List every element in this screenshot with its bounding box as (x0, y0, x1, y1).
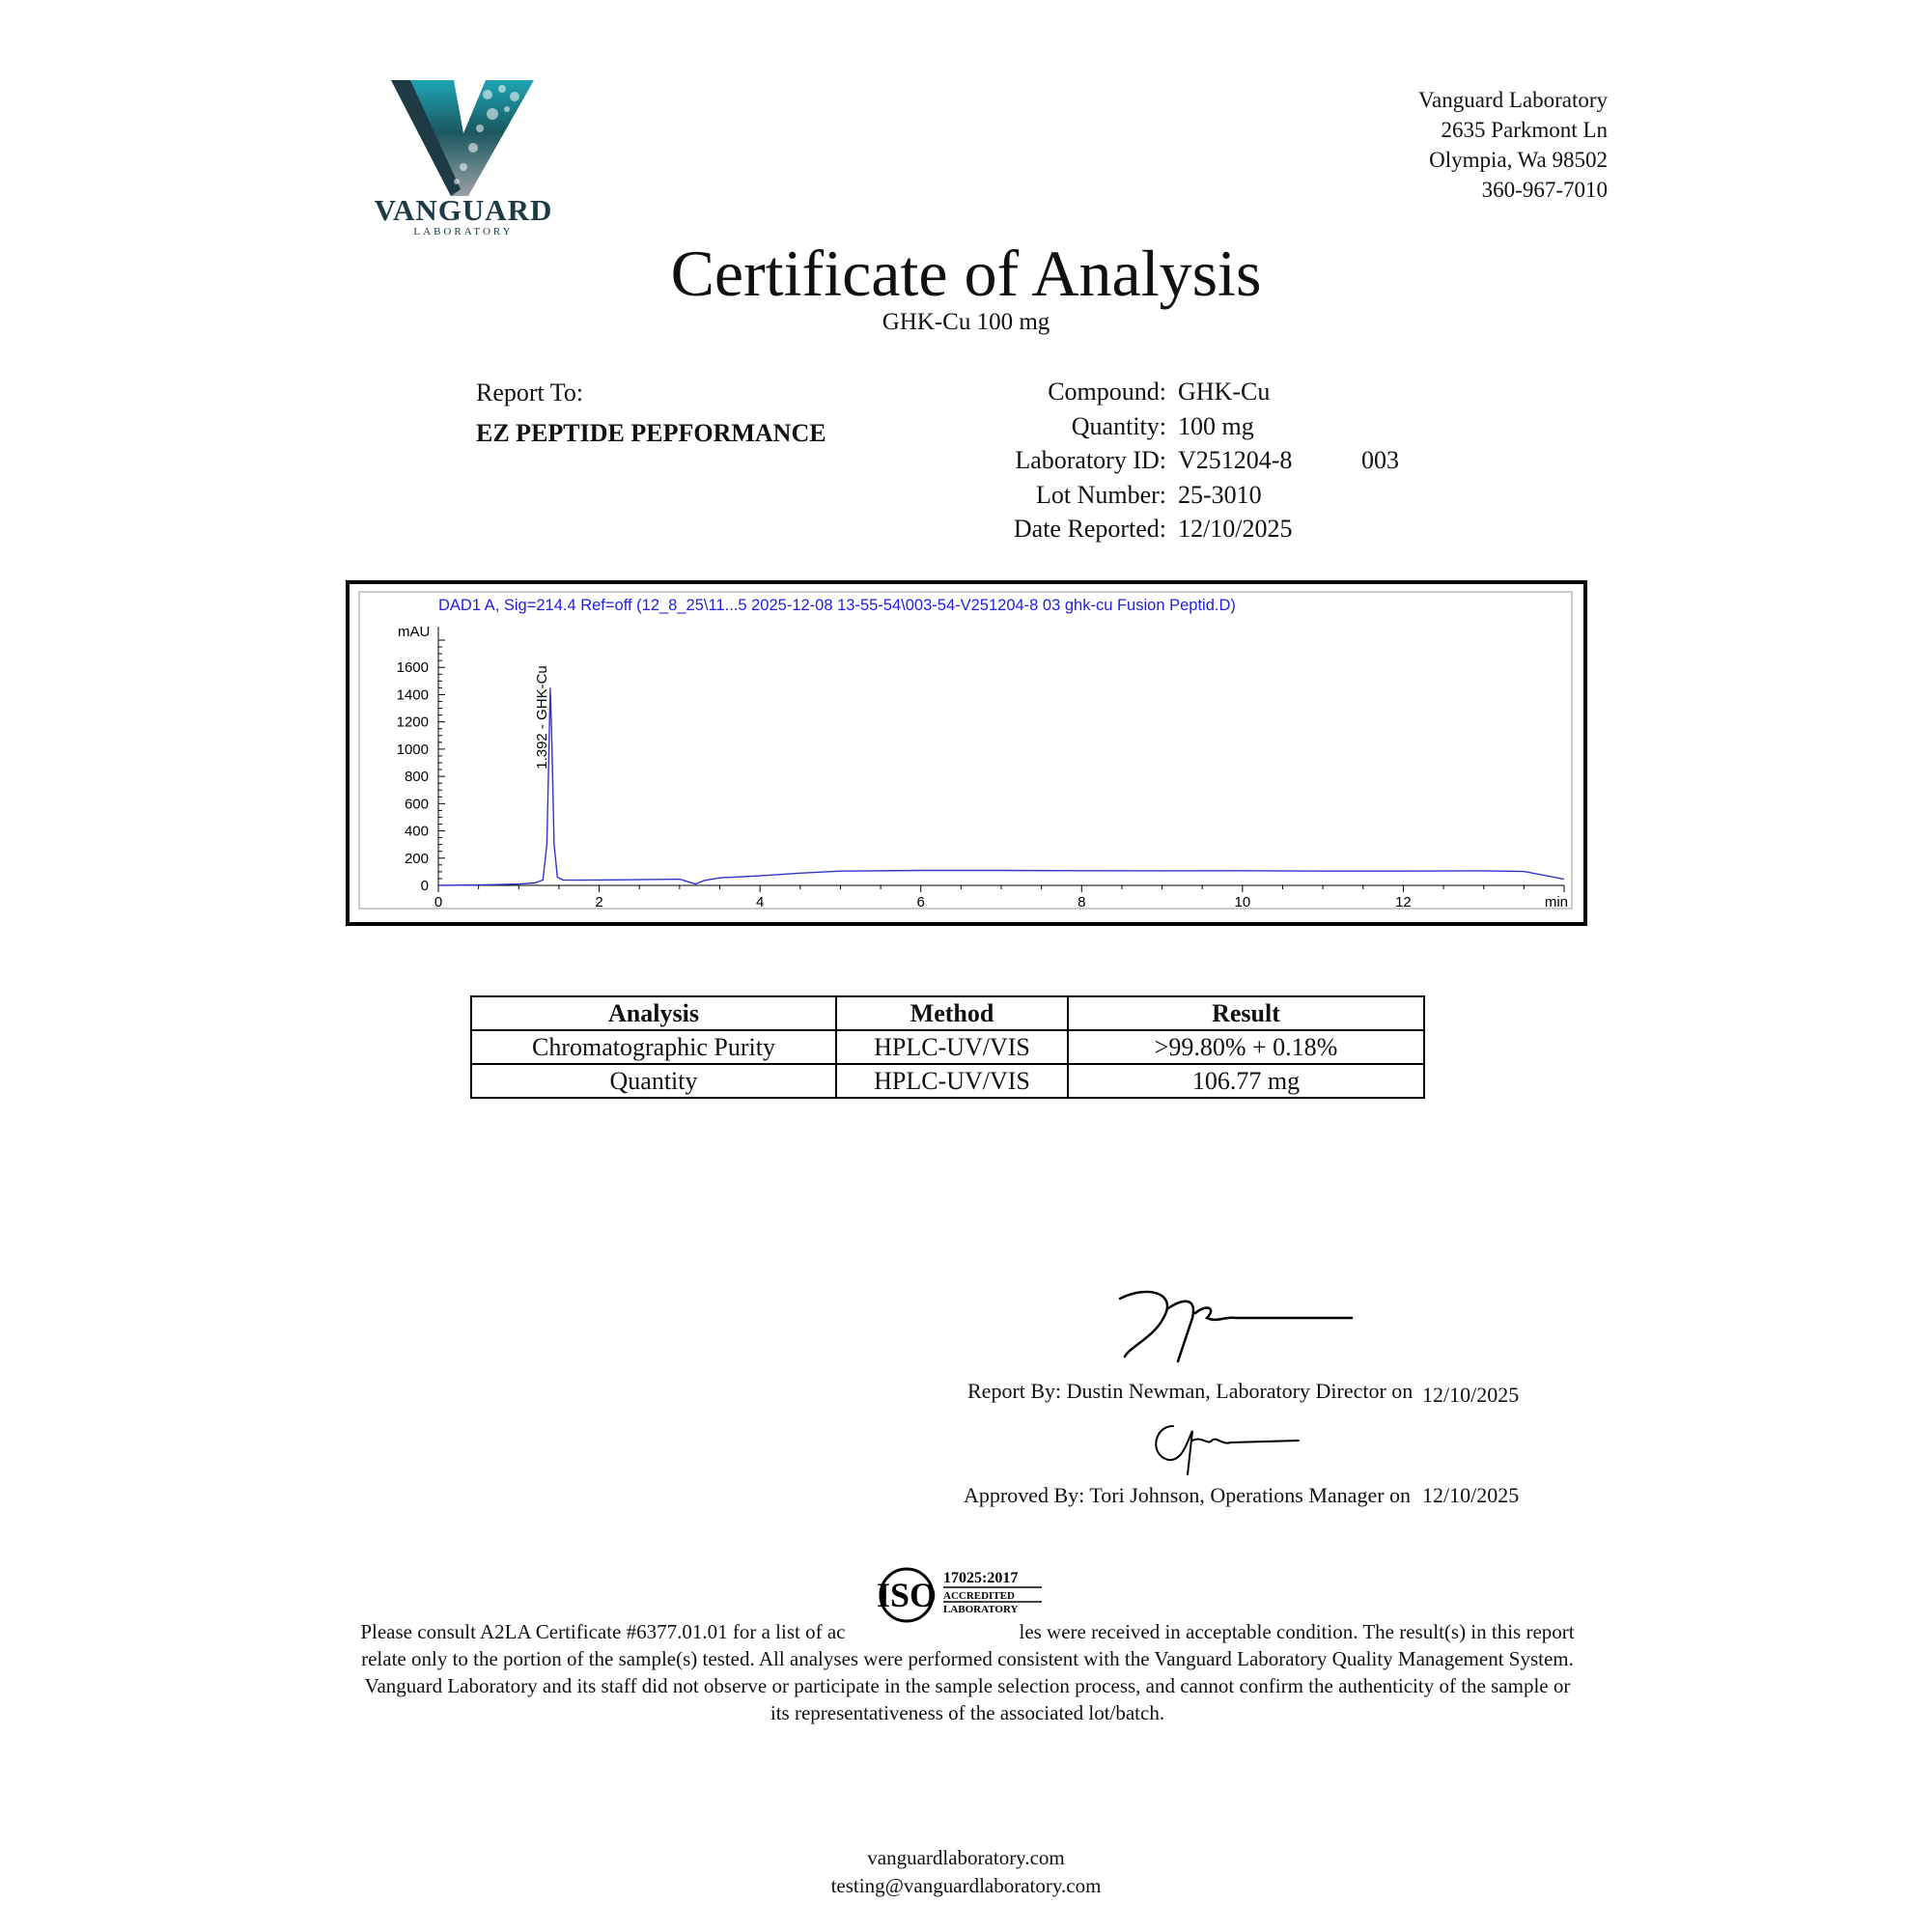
info-label: Laboratory ID: (1015, 446, 1166, 474)
x-tick-label: 12 (1395, 894, 1412, 910)
y-axis-label: mAU (398, 624, 431, 640)
column-header: Analysis (471, 996, 836, 1030)
footer-website: vanguardlaboratory.com (867, 1846, 1065, 1869)
table-header-row (471, 996, 1424, 1030)
vanguard-logo (372, 75, 555, 239)
sample-info (956, 375, 1399, 546)
column-header: Result (1068, 996, 1424, 1030)
report-by-text: Report By: Dustin Newman, Laboratory Director on (967, 1379, 1414, 1403)
info-label: Lot Number: (1035, 480, 1166, 509)
disclaimer-part2: les were received in acceptable condition. The result(s) in this report relate only to the portion of the sample(s) tested. All analyses were performed consistent with the Vanguard Laboratory Quality Management System. Vanguard Laboratory and its staff did not observe or participate in the sample selection process, and cannot confirm the authenticity of the sample or its representativeness of the associated lot/batch. (361, 1620, 1575, 1724)
table-cell: >99.80% + 0.18% (1068, 1030, 1424, 1064)
table-row (471, 1030, 1424, 1064)
x-tick-label: 0 (434, 894, 443, 910)
logo-wordmark: VANGUARD (374, 193, 553, 227)
series-line (438, 687, 1564, 885)
footer-email: testing@vanguardlaboratory.com (830, 1874, 1102, 1897)
report-to-name: EZ PEPTIDE PEPFORMANCE (476, 419, 826, 447)
report-by-date: 12/10/2025 (1422, 1383, 1520, 1407)
address-line: Olympia, Wa 98502 (1429, 148, 1608, 172)
x-tick-label: 10 (1234, 894, 1251, 910)
y-tick-label: 800 (404, 769, 429, 786)
logo-subtext: LABORATORY (413, 226, 514, 238)
iso-line1: ACCREDITED (943, 1590, 1015, 1602)
document-title: Certificate of Analysis (670, 237, 1262, 310)
y-tick-label: 200 (404, 850, 429, 867)
y-tick-label: 1200 (396, 714, 429, 731)
approved-by-text: Approved By: Tori Johnson, Operations Manager on (964, 1483, 1412, 1507)
y-tick-label: 1400 (396, 686, 429, 704)
x-tick-label: 8 (1078, 894, 1086, 910)
disclaimer (359, 1618, 1576, 1726)
table-row (471, 1064, 1424, 1098)
approved-by-date: 12/10/2025 (1422, 1483, 1520, 1507)
table-cell: HPLC-UV/VIS (836, 1064, 1068, 1098)
info-value: 12/10/2025 (1178, 515, 1293, 543)
x-axis-label: min (1544, 894, 1568, 910)
iso-line2: LABORATORY (943, 1604, 1019, 1615)
y-tick-label: 400 (404, 823, 429, 840)
info-label: Compound: (1048, 378, 1166, 406)
axes (397, 627, 1564, 910)
disclaimer-part1: Please consult A2LA Certificate #6377.01.01 for a list of ac (360, 1620, 846, 1643)
info-row-date-reported (956, 512, 1399, 546)
trace (438, 665, 1564, 885)
x-tick-label: 6 (916, 894, 925, 910)
y-tick-label: 1000 (396, 741, 429, 758)
iso-mark: ISO (876, 1576, 938, 1614)
info-value: V251204-8 (1178, 446, 1293, 474)
info-label: Quantity: (1071, 411, 1166, 440)
signature-director (1110, 1279, 1361, 1366)
address-line: Vanguard Laboratory (1417, 88, 1608, 112)
table-cell: 106.77 mg (1068, 1064, 1424, 1098)
table-cell: HPLC-UV/VIS (836, 1030, 1068, 1064)
x-tick-label: 2 (595, 894, 603, 910)
address-line: 2635 Parkmont Ln (1441, 118, 1608, 142)
address-line: 360-967-7010 (1481, 178, 1608, 202)
info-row-quantity (956, 409, 1399, 444)
table-cell: Quantity (471, 1064, 836, 1098)
column-header: Method (836, 996, 1068, 1030)
document-subtitle: GHK-Cu 100 mg (882, 309, 1050, 335)
x-tick-label: 4 (755, 894, 765, 910)
peak-label: 1.392 - GHK-Cu (533, 665, 550, 770)
info-row-laboratory-id (956, 443, 1399, 478)
report-to-label: Report To: (476, 378, 584, 406)
signature-manager (1139, 1412, 1303, 1479)
info-label: Date Reported: (1013, 515, 1166, 543)
y-tick-label: 1600 (396, 659, 429, 677)
iso-accreditation-badge (866, 1566, 1050, 1624)
info-extra: 003 (1361, 446, 1399, 474)
info-value: 25-3010 (1178, 480, 1262, 509)
lab-address (1418, 85, 1608, 205)
iso-standard: 17025:2017 (943, 1570, 1019, 1586)
info-value: GHK-Cu (1178, 378, 1271, 406)
chromatogram-plot (350, 584, 1583, 922)
footer (0, 1844, 1932, 1900)
chromatogram (346, 580, 1587, 926)
y-tick-label: 600 (404, 796, 429, 813)
info-row-lot-number (956, 478, 1399, 513)
y-tick-label: 0 (420, 878, 429, 894)
table-cell: Chromatographic Purity (471, 1030, 836, 1064)
chart-title: DAD1 A, Sig=214.4 Ref=off (12_8_25\11...5 2025-12-08 13-55-54\003-54-V251204-8 03 ghk-cu Fusion Peptid.D) (438, 597, 1236, 614)
results-table (470, 995, 1425, 1099)
info-row-compound (956, 375, 1399, 409)
info-value: 100 mg (1178, 411, 1254, 440)
